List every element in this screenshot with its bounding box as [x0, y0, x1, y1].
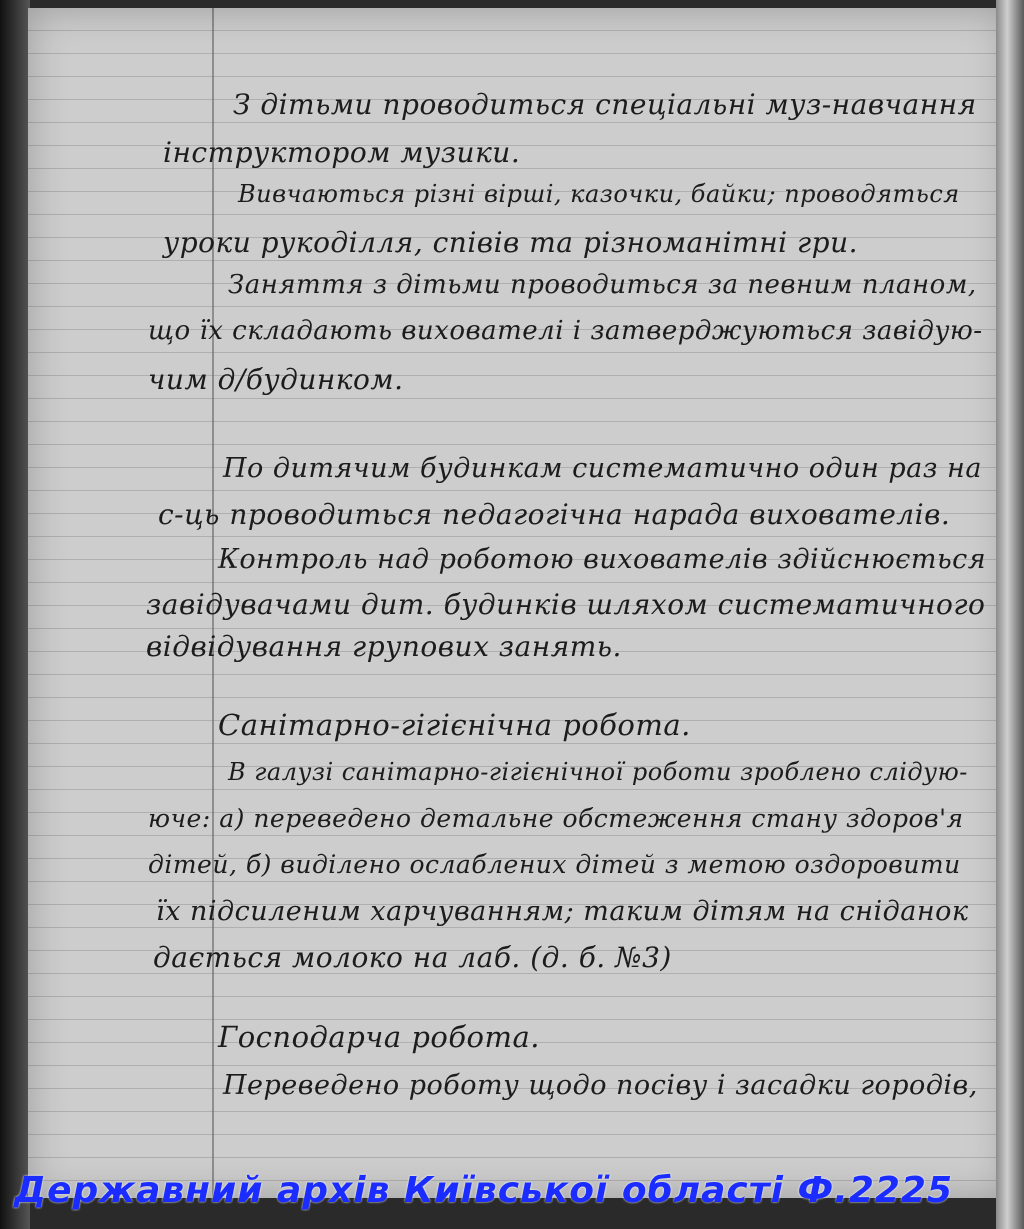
text-line: Заняття з дітьми проводиться за певним планом,	[228, 270, 977, 300]
scan-edge-left	[0, 0, 30, 1229]
text-line: По дитячим будинкам систематично один раз на	[223, 453, 982, 484]
text-line: уроки рукоділля, співів та різноманітні гри.	[163, 226, 858, 259]
text-line: що їх складають вихователі і затверджуються завідую-	[148, 316, 983, 346]
page-fold-edge	[996, 0, 1024, 1229]
text-line: В галузі санітарно-гігієнічної роботи зроблено слідую-	[228, 758, 968, 786]
handwritten-page	[28, 8, 1012, 1198]
text-line: Вивчаються різні вірші, казочки, байки; проводяться	[238, 180, 960, 208]
text-line: відвідування групових занять.	[146, 630, 622, 663]
text-line: дітей, б) виділено ослаблених дітей з метою оздоровити	[148, 850, 961, 879]
text-line: с-ць проводиться педагогічна нарада вихователів.	[158, 498, 951, 531]
section-heading: Санітарно-гігієнічна робота.	[218, 708, 691, 742]
archive-watermark: Державний архів Київської області Ф.2225	[14, 1170, 954, 1211]
text-line: їх підсиленим харчуванням; таким дітям на сніданок	[156, 896, 969, 927]
text-line: Переведено роботу щодо посіву і засадки городів,	[223, 1070, 978, 1101]
text-line: Контроль над роботою вихователів здійснюється	[218, 544, 987, 575]
text-line: інструктором музики.	[163, 136, 521, 169]
text-line: завідувачами дит. будинків шляхом систематичного	[146, 588, 986, 621]
text-line: дається молоко на лаб. (д. б. №3)	[153, 941, 672, 974]
text-line: чим д/будинком.	[148, 363, 404, 396]
text-line: З дітьми проводиться спеціальні муз-навчання	[233, 88, 977, 121]
text-line: юче: а) переведено детальне обстеження стану здоров'я	[148, 804, 964, 833]
section-heading: Господарча робота.	[218, 1020, 541, 1054]
